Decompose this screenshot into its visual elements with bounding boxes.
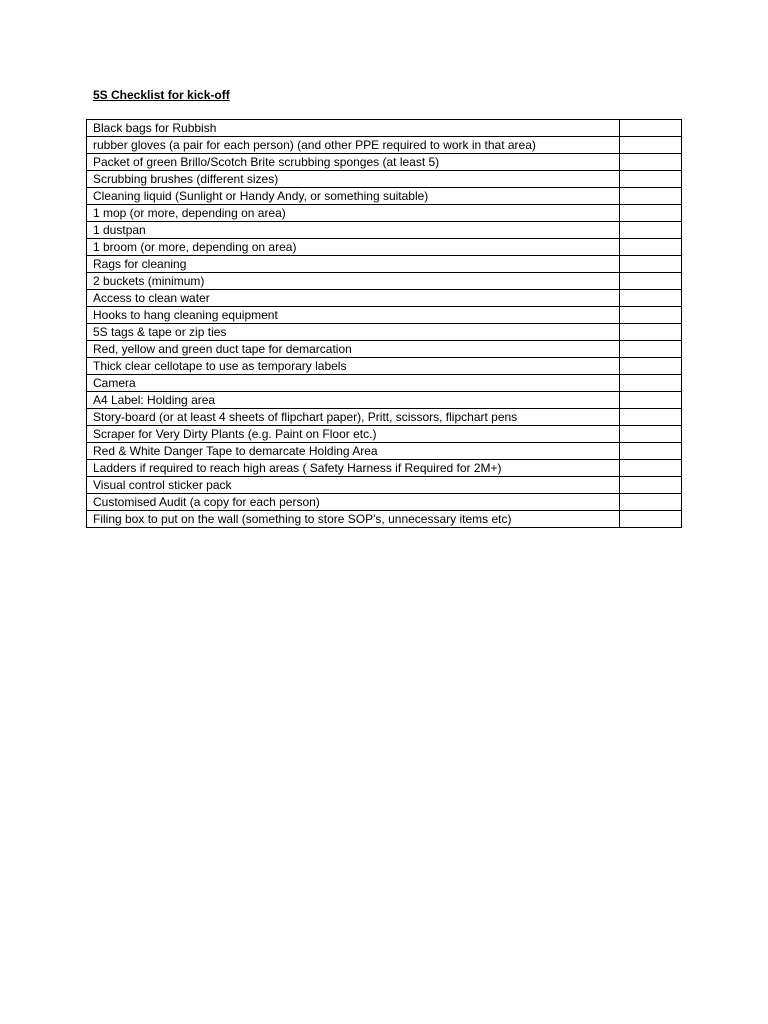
- item-cell: Access to clean water: [87, 290, 620, 307]
- check-cell: [620, 137, 682, 154]
- check-cell: [620, 222, 682, 239]
- table-row: [87, 494, 682, 511]
- table-row: [87, 256, 682, 273]
- item-cell: Ladders if required to reach high areas ( Safety Harness if Required for 2M+): [87, 460, 620, 477]
- check-cell: [620, 426, 682, 443]
- table-row: [87, 120, 682, 137]
- table-row: [87, 188, 682, 205]
- item-cell: 1 dustpan: [87, 222, 620, 239]
- check-cell: [620, 171, 682, 188]
- check-cell: [620, 324, 682, 341]
- item-cell: Packet of green Brillo/Scotch Brite scrubbing sponges (at least 5): [87, 154, 620, 171]
- check-cell: [620, 511, 682, 528]
- document-title: 5S Checklist for kick-off: [93, 88, 230, 102]
- table-row: [87, 426, 682, 443]
- item-cell: Customised Audit (a copy for each person): [87, 494, 620, 511]
- item-cell: Visual control sticker pack: [87, 477, 620, 494]
- table-row: [87, 239, 682, 256]
- check-cell: [620, 409, 682, 426]
- table-row: [87, 409, 682, 426]
- check-cell: [620, 188, 682, 205]
- table-row: [87, 290, 682, 307]
- check-cell: [620, 256, 682, 273]
- item-cell: 1 mop (or more, depending on area): [87, 205, 620, 222]
- check-cell: [620, 477, 682, 494]
- item-cell: Scraper for Very Dirty Plants (e.g. Paint on Floor etc.): [87, 426, 620, 443]
- table-row: [87, 358, 682, 375]
- item-cell: Story-board (or at least 4 sheets of flipchart paper), Pritt, scissors, flipchart pens: [87, 409, 620, 426]
- table-row: [87, 171, 682, 188]
- checklist-table: [86, 119, 682, 528]
- item-cell: 2 buckets (minimum): [87, 273, 620, 290]
- item-cell: 5S tags & tape or zip ties: [87, 324, 620, 341]
- table-row: [87, 511, 682, 528]
- table-row: [87, 154, 682, 171]
- table-row: [87, 273, 682, 290]
- check-cell: [620, 358, 682, 375]
- check-cell: [620, 443, 682, 460]
- item-cell: 1 broom (or more, depending on area): [87, 239, 620, 256]
- check-cell: [620, 154, 682, 171]
- item-cell: Camera: [87, 375, 620, 392]
- item-cell: Rags for cleaning: [87, 256, 620, 273]
- table-row: [87, 222, 682, 239]
- table-row: [87, 205, 682, 222]
- check-cell: [620, 205, 682, 222]
- item-cell: Hooks to hang cleaning equipment: [87, 307, 620, 324]
- table-row: [87, 341, 682, 358]
- item-cell: Filing box to put on the wall (something to store SOP's, unnecessary items etc): [87, 511, 620, 528]
- check-cell: [620, 290, 682, 307]
- check-cell: [620, 494, 682, 511]
- item-cell: A4 Label: Holding area: [87, 392, 620, 409]
- item-cell: Cleaning liquid (Sunlight or Handy Andy, or something suitable): [87, 188, 620, 205]
- table-row: [87, 137, 682, 154]
- table-row: [87, 375, 682, 392]
- table-row: [87, 307, 682, 324]
- checklist-body: [87, 120, 682, 528]
- table-row: [87, 443, 682, 460]
- item-cell: Black bags for Rubbish: [87, 120, 620, 137]
- check-cell: [620, 392, 682, 409]
- check-cell: [620, 239, 682, 256]
- check-cell: [620, 460, 682, 477]
- item-cell: Red & White Danger Tape to demarcate Holding Area: [87, 443, 620, 460]
- check-cell: [620, 341, 682, 358]
- table-row: [87, 460, 682, 477]
- table-row: [87, 392, 682, 409]
- check-cell: [620, 120, 682, 137]
- check-cell: [620, 307, 682, 324]
- item-cell: Red, yellow and green duct tape for demarcation: [87, 341, 620, 358]
- table-row: [87, 477, 682, 494]
- item-cell: Thick clear cellotape to use as temporary labels: [87, 358, 620, 375]
- item-cell: Scrubbing brushes (different sizes): [87, 171, 620, 188]
- item-cell: rubber gloves (a pair for each person) (and other PPE required to work in that area): [87, 137, 620, 154]
- table-row: [87, 324, 682, 341]
- check-cell: [620, 273, 682, 290]
- check-cell: [620, 375, 682, 392]
